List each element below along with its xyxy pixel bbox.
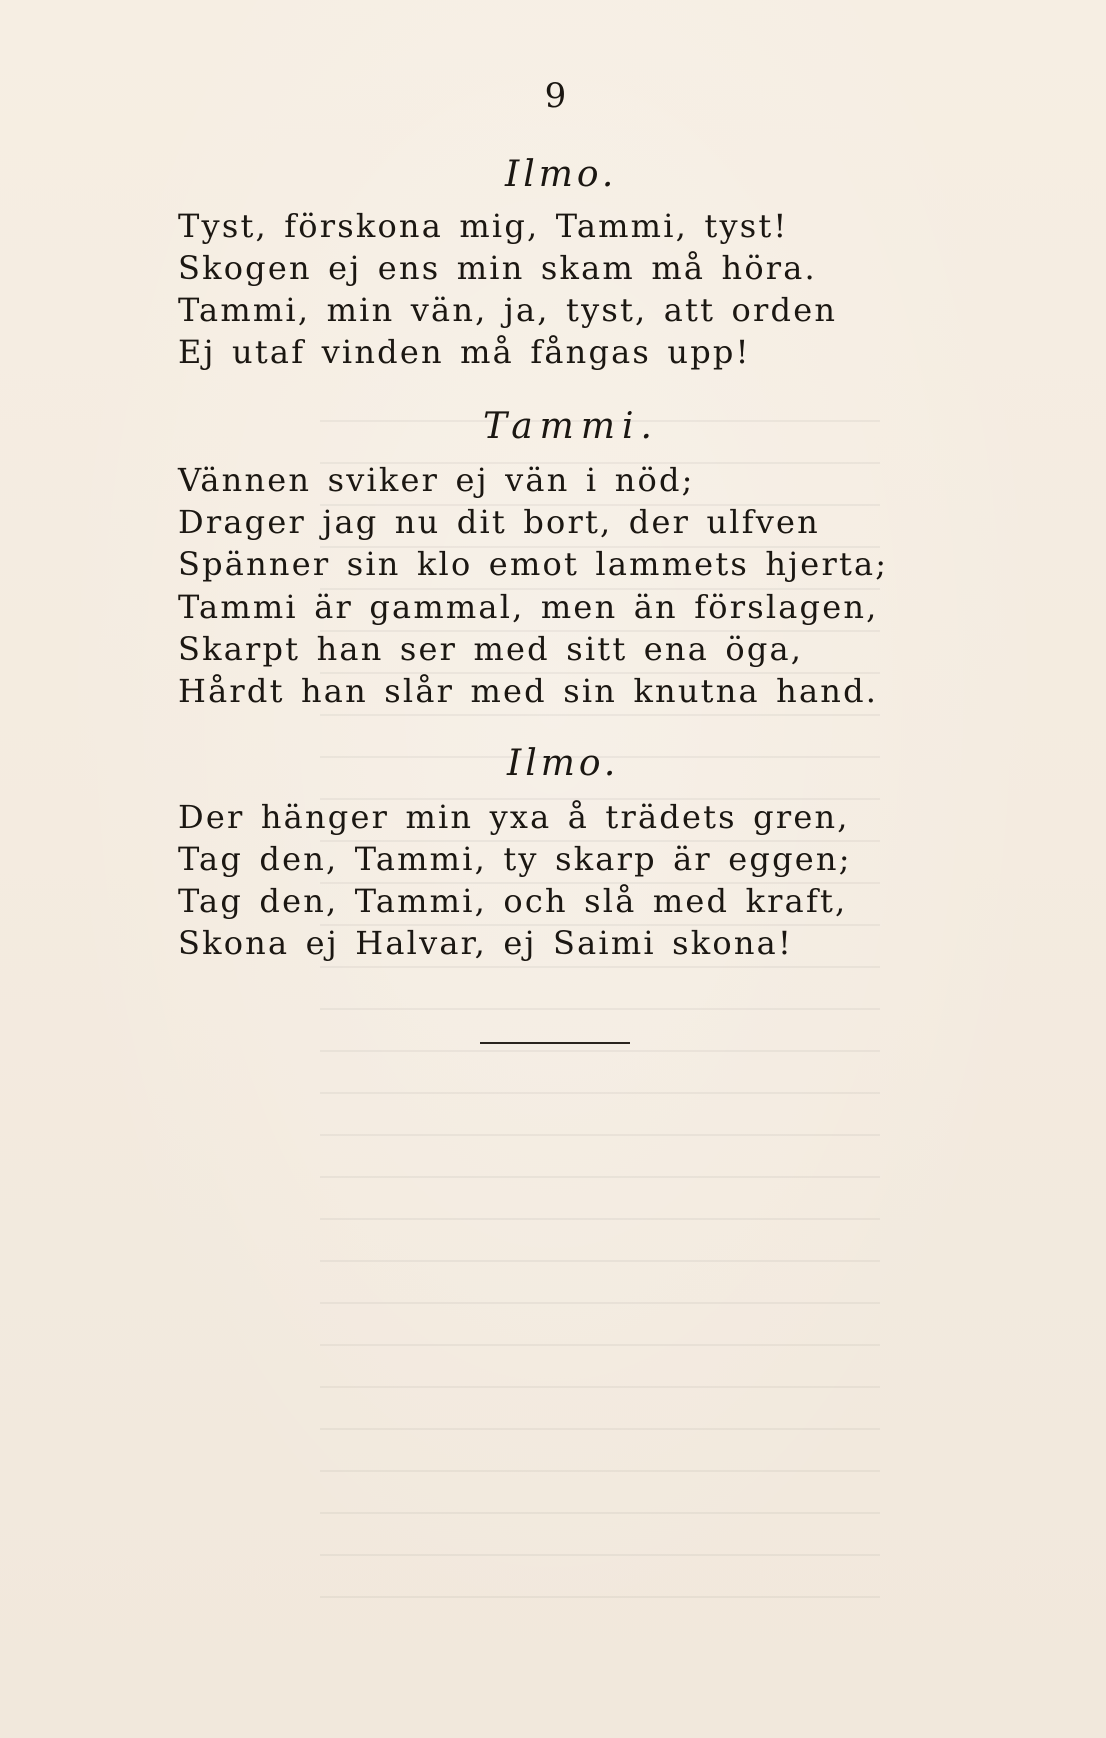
stanza-1 — [178, 205, 858, 373]
page-number: 9 — [544, 76, 568, 116]
verse-line: Tammi, min vän, ja, tyst, att orden — [178, 291, 838, 329]
verse-line: Ej utaf vinden må fångas upp! — [178, 333, 751, 371]
verse-line: Skona ej Halvar, ej Saimi skona! — [178, 924, 794, 962]
speaker-heading-tammi: Tammi. — [483, 406, 659, 447]
verse-line: Vännen sviker ej vän i nöd; — [178, 461, 695, 499]
verse-line: Tag den, Tammi, ty skarp är eggen; — [178, 840, 852, 878]
verse-line: Hårdt han slår med sin knutna hand. — [178, 671, 879, 710]
verse-line: Skogen ej ens min skam må höra. — [178, 249, 817, 287]
verse-line: Spänner sin klo emot lammets hjerta; — [178, 545, 889, 584]
verse-line: Tyst, förskona mig, Tammi, tyst! — [178, 207, 789, 245]
stanza-3 — [178, 796, 858, 964]
section-end-rule — [480, 1042, 630, 1044]
speaker-heading-ilmo-1: Ilmo. — [505, 154, 618, 195]
verse-line: Tammi är gammal, men än förslagen, — [178, 587, 879, 626]
stanza-2 — [178, 459, 889, 712]
speaker-heading-ilmo-2: Ilmo. — [507, 743, 620, 784]
verse-line: Skarpt han ser med sitt ena öga, — [178, 629, 804, 668]
verse-line: Tag den, Tammi, och slå med kraft, — [178, 882, 848, 920]
verse-line: Der hänger min yxa å trädets gren, — [178, 798, 850, 836]
verse-line: Drager jag nu dit bort, der ulfven — [178, 503, 820, 542]
